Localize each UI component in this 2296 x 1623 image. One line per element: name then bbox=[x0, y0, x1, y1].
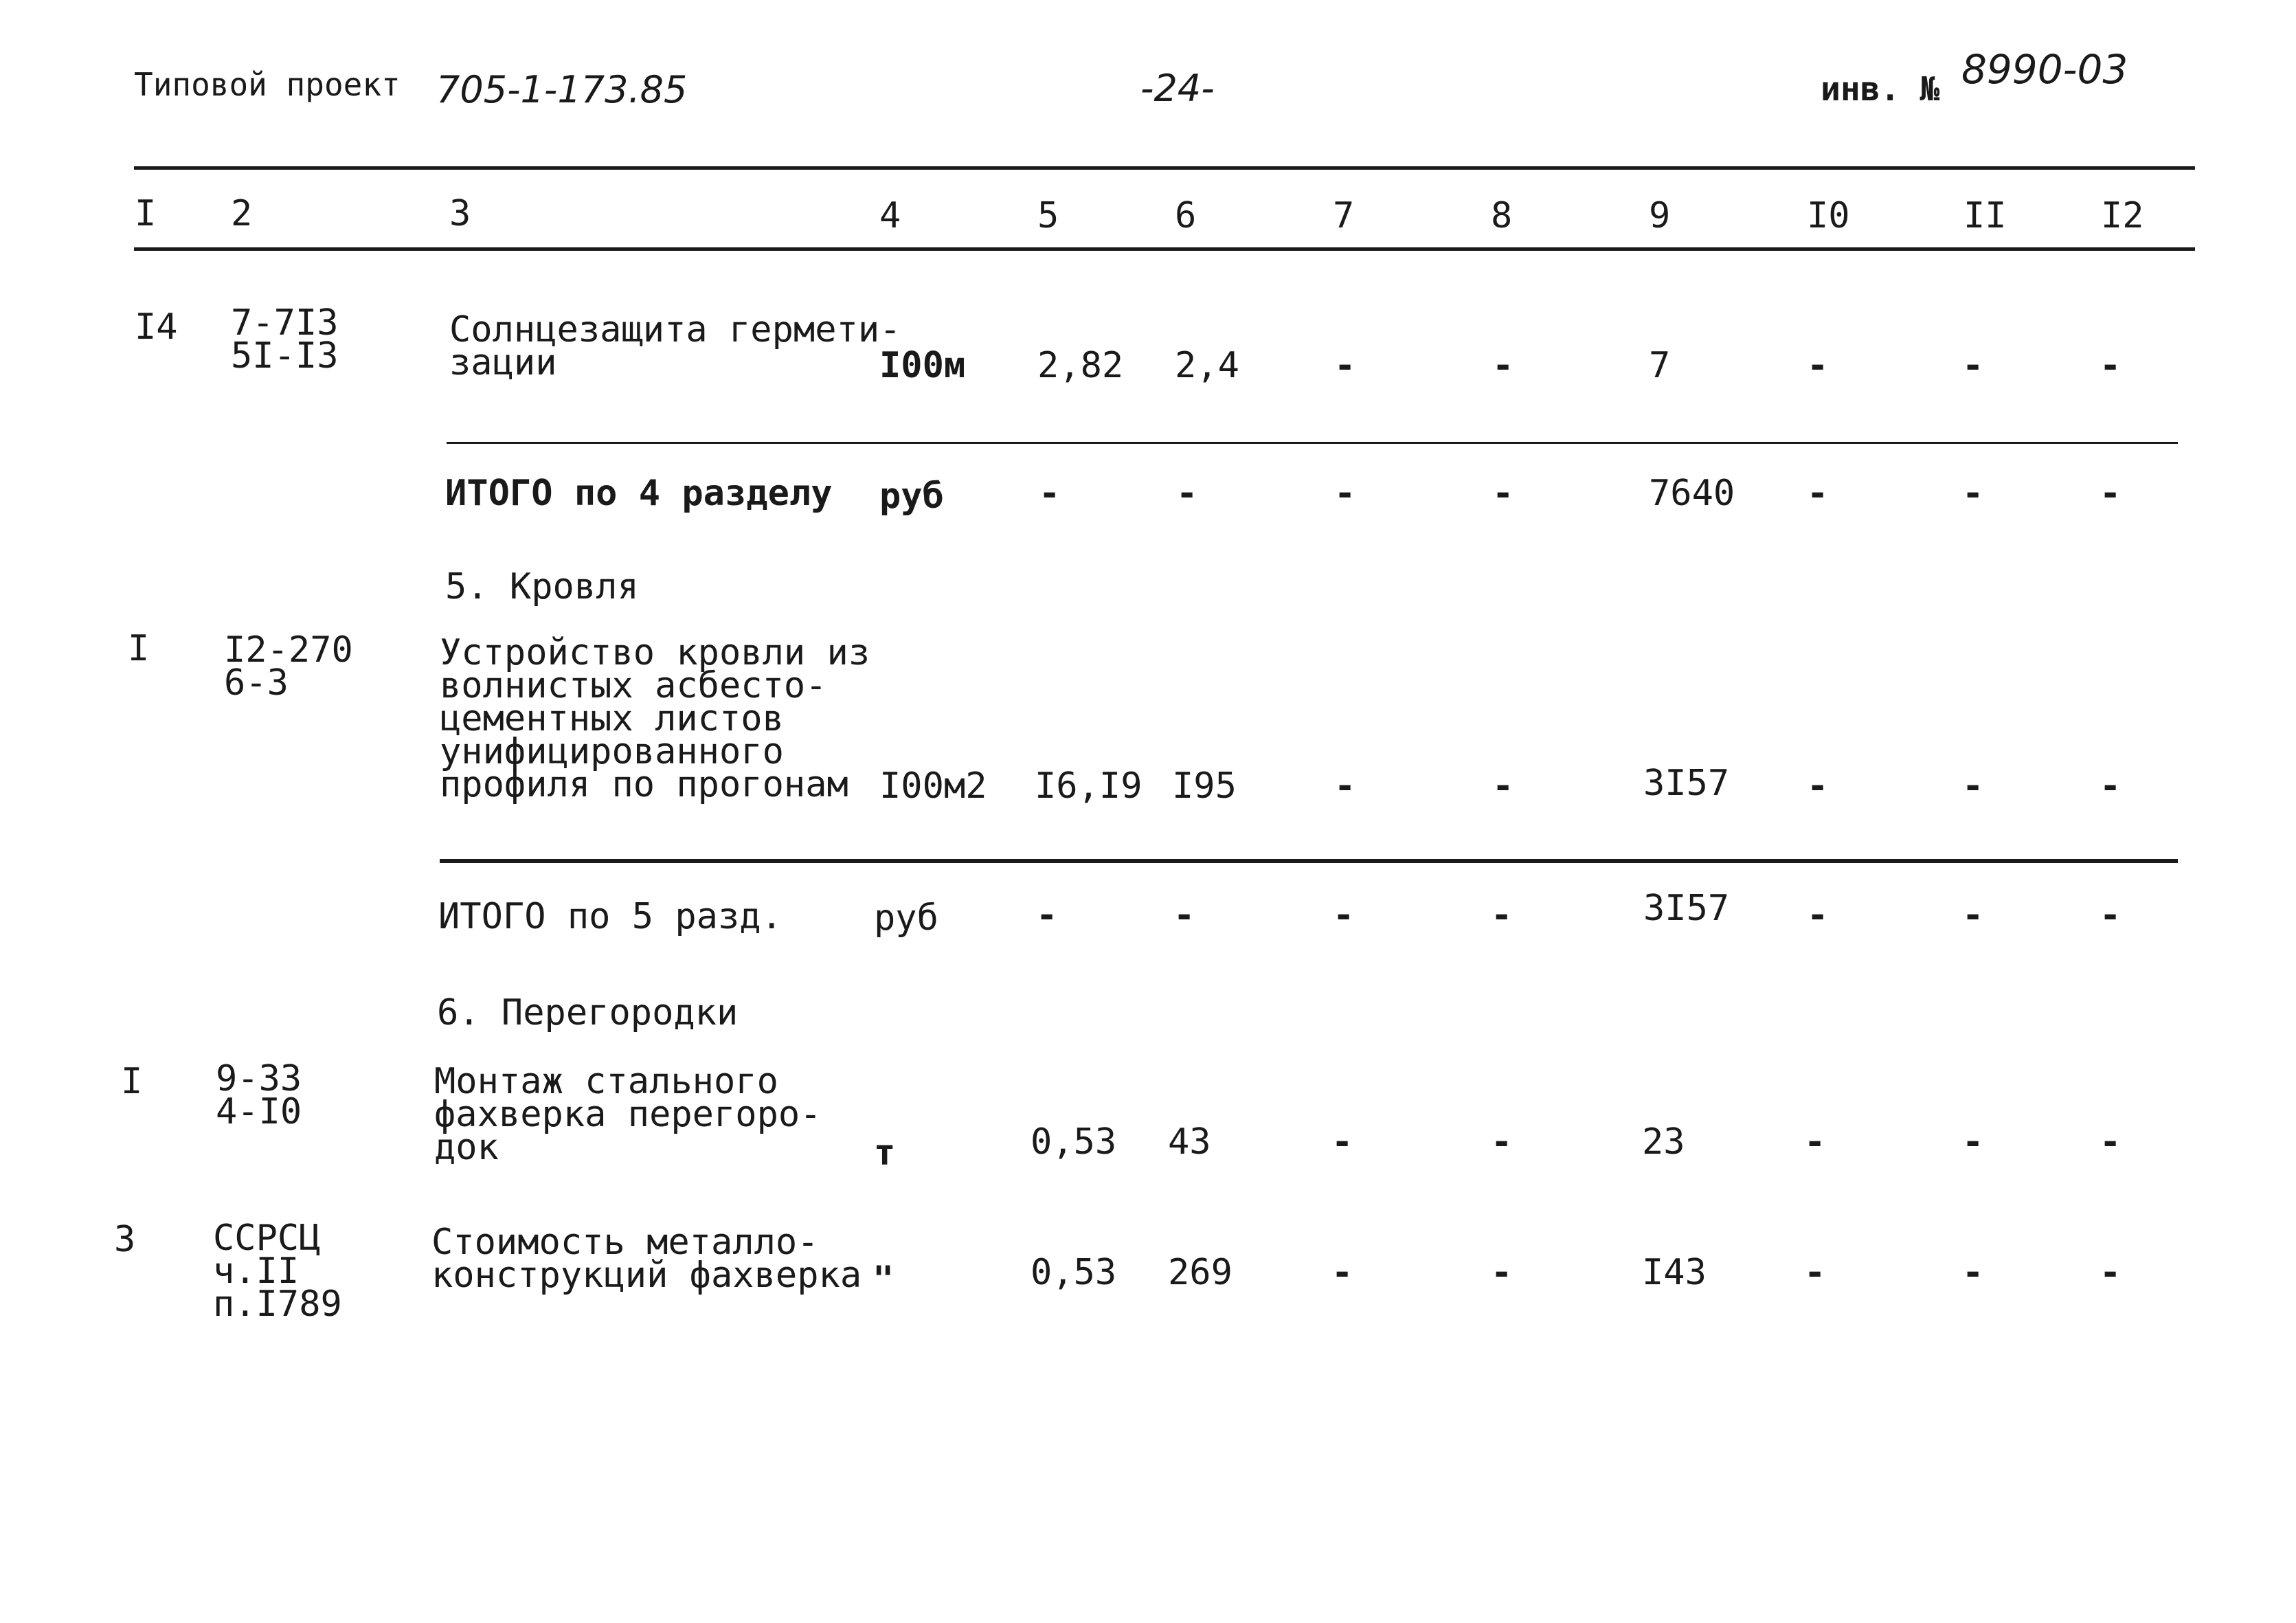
column-header-4: 4 bbox=[879, 195, 901, 236]
row-code bbox=[224, 629, 353, 704]
row-col12: - bbox=[2100, 345, 2121, 386]
column-header-12: I2 bbox=[2101, 195, 2144, 236]
column-header-2: 2 bbox=[231, 193, 253, 234]
row-unit: I00м bbox=[879, 345, 966, 386]
column-header-5: 5 bbox=[1037, 195, 1059, 236]
row-code bbox=[216, 1058, 302, 1132]
header-inv-label: инв. № bbox=[1821, 70, 1940, 109]
table-header-bottom-rule bbox=[134, 247, 2195, 251]
row-col7: - bbox=[1334, 345, 1356, 386]
column-header-6: 6 bbox=[1175, 195, 1197, 236]
total-label: ИТОГО по 5 разд. bbox=[438, 896, 783, 937]
row-col8: - bbox=[1492, 345, 1514, 386]
row-quantity: 0,53 bbox=[1031, 1121, 1117, 1163]
row-quantity: I6,I9 bbox=[1035, 765, 1143, 807]
row-col7: - bbox=[1331, 1121, 1353, 1163]
description-line: Стоимость металло- bbox=[431, 1222, 819, 1263]
section-5-total-rule bbox=[440, 859, 2178, 863]
code-line: 4-I0 bbox=[216, 1091, 302, 1132]
column-header-9: 9 bbox=[1649, 195, 1671, 236]
description-line: Монтаж стального bbox=[434, 1061, 778, 1102]
column-header-11: II bbox=[1963, 195, 2007, 236]
row-col11: - bbox=[1962, 765, 1984, 807]
code-line: 7-7I3 bbox=[231, 302, 339, 344]
total-col7: - bbox=[1333, 895, 1355, 936]
total-col5: - bbox=[1039, 473, 1061, 514]
total-col8: - bbox=[1491, 895, 1513, 936]
code-line: I2-270 bbox=[224, 629, 353, 671]
section-4-total-rule bbox=[447, 442, 2178, 444]
total-col8: - bbox=[1492, 473, 1514, 514]
row-code bbox=[213, 1218, 342, 1325]
table-top-rule bbox=[134, 166, 2195, 170]
row-number: I bbox=[128, 628, 150, 669]
total-col10: - bbox=[1807, 895, 1829, 936]
description-line: фахверка перегоро- bbox=[434, 1094, 822, 1135]
row-col9: 23 bbox=[1642, 1121, 1685, 1163]
total-col12: - bbox=[2100, 895, 2121, 936]
column-header-8: 8 bbox=[1491, 195, 1513, 236]
row-col8: - bbox=[1492, 765, 1514, 807]
row-price: I95 bbox=[1172, 765, 1237, 807]
total-col7: - bbox=[1334, 473, 1356, 514]
row-col9: I43 bbox=[1642, 1252, 1707, 1293]
total-unit: руб bbox=[874, 897, 938, 939]
row-col12: - bbox=[2100, 765, 2121, 807]
code-line: 9-33 bbox=[216, 1058, 302, 1099]
description-line: профиля по прогонам bbox=[440, 764, 848, 805]
row-code bbox=[231, 302, 339, 377]
code-line: 5I-I3 bbox=[231, 335, 339, 377]
row-col11: - bbox=[1962, 345, 1984, 386]
row-unit: " bbox=[873, 1259, 894, 1300]
total-col5: - bbox=[1036, 895, 1058, 936]
header-left-label: Типовой проект bbox=[134, 66, 401, 103]
column-header-10: I0 bbox=[1807, 195, 1850, 236]
section-heading-6: 6. Перегородки bbox=[437, 992, 739, 1033]
row-quantity: 0,53 bbox=[1031, 1252, 1117, 1293]
row-col12: - bbox=[2100, 1121, 2121, 1163]
row-description bbox=[431, 1222, 862, 1296]
row-quantity: 2,82 bbox=[1037, 345, 1124, 386]
row-description bbox=[434, 1061, 822, 1168]
code-line: п.I789 bbox=[213, 1284, 342, 1325]
description-line: Солнцезащита гермети- bbox=[449, 309, 901, 350]
description-line: док bbox=[434, 1127, 499, 1168]
column-header-3: 3 bbox=[449, 193, 471, 234]
row-description bbox=[449, 309, 901, 383]
total-col10: - bbox=[1807, 473, 1829, 514]
header-page-number: -24- bbox=[1140, 67, 1215, 110]
description-line: унифицированного bbox=[440, 731, 784, 772]
total-col12: - bbox=[2100, 473, 2121, 514]
description-line: конструкций фахверка bbox=[431, 1255, 862, 1296]
row-col10: - bbox=[1804, 1121, 1826, 1163]
column-header-1: I bbox=[135, 193, 157, 234]
row-col9: 7 bbox=[1649, 345, 1671, 386]
row-col7: - bbox=[1331, 1252, 1353, 1293]
total-label: ИТОГО по 4 разделу bbox=[445, 473, 833, 514]
row-col8: - bbox=[1491, 1121, 1513, 1163]
section-heading-5: 5. Кровля bbox=[445, 566, 639, 607]
total-col11: - bbox=[1962, 895, 1984, 936]
row-price: 2,4 bbox=[1175, 345, 1239, 386]
row-unit: т bbox=[874, 1132, 896, 1174]
row-col10: - bbox=[1807, 345, 1829, 386]
header-project-number: 705-1-173.85 bbox=[436, 68, 688, 111]
row-col9: 3I57 bbox=[1643, 763, 1730, 804]
total-col9: 3I57 bbox=[1643, 888, 1730, 929]
description-line: зации bbox=[449, 342, 557, 383]
header-inv-number: 8990-03 bbox=[1961, 46, 2128, 93]
row-price: 269 bbox=[1168, 1252, 1233, 1293]
row-col11: - bbox=[1962, 1121, 1984, 1163]
row-col12: - bbox=[2100, 1252, 2121, 1293]
column-header-7: 7 bbox=[1333, 195, 1355, 236]
total-col11: - bbox=[1962, 473, 1984, 514]
row-number: I bbox=[121, 1061, 143, 1102]
code-line: ч.II bbox=[213, 1251, 300, 1292]
row-col7: - bbox=[1334, 765, 1356, 807]
description-line: волнистых асбесто- bbox=[440, 665, 827, 706]
total-col6: - bbox=[1173, 895, 1195, 936]
total-unit: руб bbox=[879, 475, 944, 517]
row-number: I4 bbox=[135, 306, 178, 348]
row-col10: - bbox=[1804, 1252, 1826, 1293]
row-number: 3 bbox=[114, 1219, 136, 1260]
code-line: 6-3 bbox=[224, 662, 289, 704]
row-price: 43 bbox=[1168, 1121, 1211, 1163]
description-line: цементных листов bbox=[440, 698, 784, 739]
description-line: Устройство кровли из bbox=[440, 632, 870, 673]
row-col11: - bbox=[1962, 1252, 1984, 1293]
row-col10: - bbox=[1807, 765, 1829, 807]
row-description bbox=[440, 632, 870, 805]
total-col9: 7640 bbox=[1649, 473, 1735, 514]
row-col8: - bbox=[1491, 1252, 1513, 1293]
code-line: ССРСЦ bbox=[213, 1218, 321, 1259]
total-col6: - bbox=[1176, 473, 1198, 514]
row-unit: I00м2 bbox=[879, 765, 987, 807]
